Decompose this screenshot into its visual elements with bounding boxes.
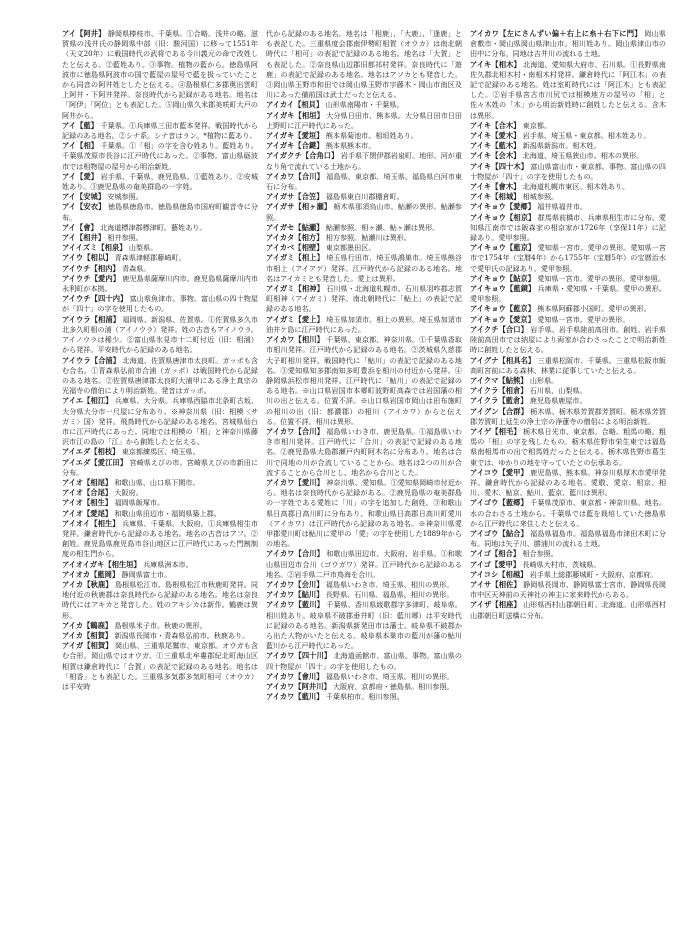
dictionary-entry xyxy=(266,223,462,233)
entry-headword: アイカワ【合川】 xyxy=(266,549,324,559)
dictionary-entry xyxy=(470,60,666,121)
entry-body: 千葉県、香川県綾歌郡宇多津町、岐阜県。相川姓あり。岐阜県不破郡垂井町（旧：藍川郷）は平安時代に記録のある地名。新潟県新発田市は藩士、岐阜県不破郡から出た人物がいたと伝える。岐阜県本巣市の藍川が藩の鮎川藍川から江戸時代にあった。 xyxy=(266,600,462,651)
entry-body: 相井参照。 xyxy=(105,233,143,243)
entry-body: 徳島県徳島市。徳島県徳島市国府町観音寺に分布。 xyxy=(62,202,258,222)
dictionary-entry xyxy=(470,213,666,244)
entry-headword: アイウチ【四十内】 xyxy=(62,294,128,304)
entry-headword: アイ【阿井】 xyxy=(62,29,106,38)
entry-body: 長崎県大村市、茨城県。 xyxy=(520,559,601,569)
dictionary-entry xyxy=(470,396,666,406)
entry-headword: アイカワ【藍川】 xyxy=(266,600,324,610)
dictionary-entry xyxy=(470,498,666,529)
dictionary-entry xyxy=(62,264,258,274)
entry-body: 山梨県。 xyxy=(126,243,158,253)
entry-body: 代から記録のある地名。地名は「相鹿」、「大鹿」、「逢鹿」とも表記した。三重県度会郡南伊勢町相賀（オウカ）は南北朝時代に「相可」の表記で記録のある地名。地名は「大賀」とも表記した。②奈良県山辺郡旧都祁村発祥。奈良時代に「遊鹿」の表記で記録のある地名。地名はアソカとも発音した。③岡山県玉野市和田では岡山県玉野市宇藤木・岡山市南区及川にあった備前国は武士だったと伝える。 xyxy=(266,29,462,100)
entry-headword: アイオ【相尾】 xyxy=(62,477,113,487)
dictionary-entry xyxy=(266,243,462,253)
entry-headword: アイカイ【相貝】 xyxy=(266,100,324,110)
dictionary-entry xyxy=(266,682,462,692)
entry-headword: アイクラ【藍倉】 xyxy=(470,396,528,406)
entry-body: 埼玉県行田市、埼玉県鴻巣市。埼玉県熊谷市相上（アイアゲ）発祥。江戸時代から記録のある地名。地名はアイカミとも発音した。愛上は異形。 xyxy=(266,253,462,283)
entry-headword: アイキ【相木】 xyxy=(470,59,521,69)
dictionary-entry xyxy=(62,274,258,294)
dictionary-entry xyxy=(470,304,666,314)
entry-headword: アイガキ【愛垣】 xyxy=(266,131,324,141)
entry-headword: アイサ【相佐】 xyxy=(470,579,521,589)
entry-headword: アイオカ【藍岡】 xyxy=(62,569,120,579)
entry-body: 青森県。 xyxy=(119,263,151,273)
dictionary-entry xyxy=(266,100,462,110)
dictionary-entry xyxy=(266,131,462,141)
entry-headword: アイ【安衣】 xyxy=(62,202,106,212)
entry-body: 福島県いわき市、埼玉県、相川の異形。 xyxy=(323,579,454,589)
dictionary-entry xyxy=(62,641,258,692)
entry-body: 千葉県。①兵庫県三田市藍本発祥。戦国時代から記録のある地名。②シナ系。シナ音はラン。*植物に藍あり。 xyxy=(62,120,258,141)
entry-body: 山形県西村山郡朝日町、北海道。山形県西村山郡朝日町送橋に分布。 xyxy=(470,600,666,620)
entry-body: 福島県いわき市、埼玉県。相川の異形。 xyxy=(323,671,454,681)
entry-body: 神奈川県、愛知県。①愛知県岡崎市付近から。地名は奈良時代から記録がある。②鹿児島県の奄美群島の一字姓である愛姓に「川」の字を追加した創姓。③和歌山県日高郡日高川町に分布あり。和歌山県日高郡日高川町愛川（アイカワ）は江戸時代から記録のある地名。※神奈川県愛甲郡愛川町は鮎川に愛甲の「愛」の字を使用した1889年からの地名。 xyxy=(266,477,462,549)
entry-body: 東京都。 xyxy=(520,120,552,130)
dictionary-entry xyxy=(62,202,258,222)
entry-headword: アイキ【合木】 xyxy=(470,120,521,130)
entry-headword: アイ【相井】 xyxy=(62,233,106,243)
entry-body: 大分県日田市、熊本県。大分県日田市日田上野町に江戸時代にあった。 xyxy=(266,110,462,130)
entry-headword: アイエ【相江】 xyxy=(62,396,113,406)
entry-headword: アイガミ【愛上】 xyxy=(266,314,324,324)
entry-body: 富山県魚津市。事物。富山県の四十物屋が「四十」の字を使用したもの。 xyxy=(62,294,258,314)
entry-body: 北海道札幌市東区。相木姓あり。 xyxy=(520,182,630,192)
dictionary-entry xyxy=(266,202,462,222)
entry-body: 新潟県新潟市。相木姓。 xyxy=(520,141,601,151)
entry-headword: アイキョウ【藍京】 xyxy=(470,304,536,314)
dictionary-entry xyxy=(266,590,462,600)
entry-body: 静岡県長岡市、静岡県富士宮市、静岡県長岡市中区天神前の天神社の神主に家来時代からある。 xyxy=(470,579,666,600)
dictionary-entry xyxy=(266,315,462,335)
entry-headword: アイカワ【左にさんずい偏＋右上に糸＋右下に門】 xyxy=(470,29,642,38)
dictionary-entry xyxy=(62,458,258,478)
entry-headword: アイオイ【相生】 xyxy=(62,518,120,528)
entry-body: 島根県米子市。秋鹿の異形。 xyxy=(112,620,207,630)
entry-headword: アイオ【相生】 xyxy=(62,498,113,508)
entry-headword: アイゲ【相毛】 xyxy=(470,426,521,436)
entry-headword: アイゴ【相合】 xyxy=(470,549,521,559)
entry-body: 静岡県富士市。 xyxy=(119,569,172,579)
entry-headword: アイガ【相賀】 xyxy=(62,641,113,651)
entry-headword: アイ【愛】 xyxy=(62,171,99,181)
entry-body: 兵庫県洲本市。 xyxy=(140,559,193,569)
entry-body: 福島県東白川郡棚倉町。 xyxy=(323,192,404,202)
entry-headword: アイウチ【愛内】 xyxy=(62,273,121,283)
text-column-2 xyxy=(266,29,462,939)
dictionary-entry xyxy=(62,570,258,580)
dictionary-entry xyxy=(470,570,666,580)
entry-body: 千葉県。①「相」の字を含む姓あり。藍姓あり。千葉県茂原市長谷に江戸時代にあった。②事物。富山県砺波市では相物屋の屋号から明治新姓。 xyxy=(62,141,258,171)
entry-headword: アイガミ【相上】 xyxy=(266,253,324,263)
dictionary-entry xyxy=(266,172,462,192)
entry-headword: アイザ【相座】 xyxy=(470,600,521,610)
entry-body: 和歌山県田辺市・福岡県築上郡。 xyxy=(112,508,221,518)
dictionary-entry xyxy=(62,631,258,641)
entry-body: 岩手県、岩手県陸前高田市。創姓。岩手県陸前高田市では納屋により両家が合わさったことで明治新姓時に創姓したと伝える。 xyxy=(470,324,666,355)
entry-headword: アイウラ【合浦】 xyxy=(62,355,121,365)
entry-body: 鹿児島県、熊本県。神奈川県厚木市愛甲発祥。鎌倉時代から記録のある地名。愛敬、愛京、相京、相川、愛木、鮎京、鮎川、藍京、藍川は異形。 xyxy=(470,467,666,498)
entry-headword: アイカベ【相壁】 xyxy=(266,243,324,253)
entry-body: 和歌山県、山口県下関市。 xyxy=(112,477,200,487)
entry-headword: アイガサ【合笠】 xyxy=(266,192,324,202)
entry-headword: アイカワ【四十川】 xyxy=(266,651,332,661)
entry-headword: アイカ【秋鹿】 xyxy=(62,579,113,589)
entry-headword: アイオイガキ【相生垣】 xyxy=(62,559,141,569)
entry-body: 兵庫県、千葉県、大阪府。①兵庫県相生市発祥。鎌倉時代から記録のある地名。地名の古音はアフ。②創姓。鹿児島県鹿児島市谷山地区に江戸時代にあった門割制度の相生門から。 xyxy=(62,518,258,559)
dictionary-entry xyxy=(470,468,666,499)
entry-headword: アイ【會】 xyxy=(62,222,98,232)
dictionary-entry xyxy=(266,549,462,580)
text-column-3 xyxy=(470,29,666,939)
entry-body: 福岡県飯塚市。 xyxy=(112,498,165,508)
entry-body: 千葉県柏市。相川参照。 xyxy=(323,692,404,702)
dictionary-entry xyxy=(470,29,666,60)
entry-headword: アイガミ【相神】 xyxy=(266,284,324,294)
entry-body: 相城参照。 xyxy=(520,192,559,202)
entry-body: 千葉県茂原市、東京都・神奈川県。地名。水の合わさる土地から。千葉県では藍を栽培していた徳島県から江戸時代に来住したと伝える。 xyxy=(470,498,666,528)
entry-body: 岩手県、埼玉県・東京都。相木姓あり。 xyxy=(520,131,651,141)
entry-headword: アイカワ【会川】 xyxy=(266,579,324,589)
entry-headword: アイウ【相以】 xyxy=(62,253,113,263)
entry-headword: アイキ【相城】 xyxy=(470,192,521,202)
entry-body: 群馬県前橋市、兵庫県相生市に分布。愛知県江南市では飯森家の相京家が1726年（享保11年）に記録あり。愛甲参照。 xyxy=(470,212,666,243)
entry-headword: アイガクチ【合角口】 xyxy=(266,151,339,161)
dictionary-entry xyxy=(266,111,462,131)
dictionary-entry xyxy=(62,478,258,488)
entry-headword: アイカ【鶴鹿】 xyxy=(62,620,113,630)
entry-body: 山形県南陽市・千葉県。 xyxy=(323,100,404,110)
entry-body: 熊本県菊池市。相垣姓あり。 xyxy=(323,131,418,141)
dictionary-entry xyxy=(62,560,258,570)
entry-headword: アイガサ【相ヶ瀬】 xyxy=(266,202,332,212)
entry-headword: アイカワ【鮎川】 xyxy=(266,590,324,600)
entry-headword: アイゴウ【鮎合】 xyxy=(470,528,528,538)
entry-headword: アイゴウ【藍郷】 xyxy=(470,498,528,508)
entry-headword: アイキョウ【鮎京】 xyxy=(470,273,536,283)
entry-body: 和歌山県田辺市、大阪府、岩手県。①和歌山県田辺市合川（ゴウガワ）発祥。江戸時代から記録のある地名。②岩手県二戸市鳥海を合川。 xyxy=(266,549,462,579)
entry-body: 富山県富山市・東京都。事物。富山県の四十物屋が「四十」の字を使用したもの。 xyxy=(470,161,666,181)
entry-headword: アイゴ【愛甲】 xyxy=(470,559,521,569)
entry-headword: アイオ【合尾】 xyxy=(62,488,113,498)
entry-body: 三重県松阪市、千葉県。三重県松阪市飯高町宮前にある森林、林業に従事していたと伝える。 xyxy=(470,355,666,375)
entry-headword: アイカワ【愛川】 xyxy=(266,477,324,487)
entry-body: 愛知県一宮市。愛甲の異形。愛知県一宮市で1754年（宝暦4年）から1755年（宝暦5年）の宝暦治水で愛甲氏の記録あり。愛甲参照。 xyxy=(470,243,666,273)
entry-headword: アイガキ【相垣】 xyxy=(266,110,324,120)
entry-headword: アイカタ【相方】 xyxy=(266,233,324,243)
entry-headword: アイキ【會木】 xyxy=(470,182,521,192)
entry-headword: アイコシ【相越】 xyxy=(470,569,528,579)
entry-headword: アイグナ【相具名】 xyxy=(470,355,536,365)
entry-body: 宮崎県えびの市。宮崎県えびの市新田に分布。 xyxy=(62,457,258,477)
dictionary-entry xyxy=(470,580,666,600)
entry-body: 新潟県長岡市・青森県弘前市。秋鹿あり。 xyxy=(112,630,250,640)
dictionary-entry xyxy=(470,356,666,376)
entry-body: 福井県福井市。 xyxy=(535,202,587,212)
entry-body: 愛知県一宮市。愛甲の異形。愛甲参照。 xyxy=(535,273,665,283)
entry-body: 鹿児島県薩摩川内市。鹿児島県薩摩川内市永利町が本拠。 xyxy=(62,273,258,294)
dictionary-entry xyxy=(266,335,462,427)
dictionary-entry xyxy=(62,141,258,172)
dictionary-entry xyxy=(266,427,462,478)
entry-headword: アイカワ【合川】 xyxy=(266,171,324,181)
entry-body: 北海道、愛知県大府市、石川県。①長野県南佐久郡北相木村・南相木村発祥。鎌倉時代に「阿江木」の表記で記録のある地名。姓は室町時代には「阿江木」とも表記した。②岩手県宮古市川尻では相模地方の屋号の「相」と佐々木姓の「木」から明治新姓時に創姓したと伝える。含木は異形。 xyxy=(470,59,666,120)
dictionary-entry xyxy=(62,233,258,243)
dictionary-entry xyxy=(266,692,462,702)
dictionary-entry xyxy=(266,600,462,651)
entry-headword: アイ【安城】 xyxy=(62,192,106,202)
dictionary-entry xyxy=(470,121,666,131)
entry-headword: アイクマ【鮎熊】 xyxy=(470,375,528,385)
dictionary-entry xyxy=(62,29,258,121)
entry-body: 石川県、山梨県。 xyxy=(527,386,587,396)
dictionary-entry xyxy=(470,202,666,212)
entry-headword: アイオ【愛尾】 xyxy=(62,508,113,518)
entry-headword: アイカワ【相川】 xyxy=(266,335,324,345)
dictionary-entry xyxy=(470,325,666,356)
dictionary-entry xyxy=(470,376,666,386)
entry-body: 北海道函館市、富山県。事物。富山県の四十物屋が「四十」の字を使用したもの。 xyxy=(266,651,462,671)
entry-body: 北海道、埼玉県狭山市。相木の異形。 xyxy=(520,151,644,161)
entry-headword: アイキ【藍木】 xyxy=(470,141,521,151)
entry-headword: アイガセ【鮎瀬】 xyxy=(266,222,324,232)
entry-body: 岡山県倉敷市・岡山県岡山県津山市。相川姓あり。岡山県津山市の田中に分布。同地は吉井川の流れる土地。 xyxy=(470,29,666,59)
dictionary-entry xyxy=(470,131,666,141)
dictionary-entry xyxy=(470,529,666,549)
dictionary-entry xyxy=(470,243,666,274)
dictionary-entry xyxy=(62,172,258,192)
dictionary-entry xyxy=(470,151,666,161)
dictionary-entry xyxy=(470,549,666,559)
dictionary-entry xyxy=(62,509,258,519)
entry-headword: アイキ【愛木】 xyxy=(470,131,521,141)
entry-headword: アイカワ【會川】 xyxy=(266,671,324,681)
entry-headword: アイカワ【合川】 xyxy=(266,426,324,436)
entry-headword: アイウチ【相内】 xyxy=(62,263,120,273)
dictionary-entry xyxy=(266,284,462,315)
entry-body: 栃木県日光市、東京都。合略。粗馬の略。粗馬の「相」の字を残したもの。栃木県佐野市栄生東では福島県南相馬市の出で相馬姓だったと伝える。栃木県佐野市葛生東では、ゆかりの地を守っていたとの伝承ある。 xyxy=(470,426,666,467)
entry-headword: アイキョウ【愛郷】 xyxy=(470,202,536,212)
entry-body: 相合参照。 xyxy=(520,549,558,559)
dictionary-entry xyxy=(470,600,666,620)
entry-headword: アイ【相】 xyxy=(62,141,99,151)
entry-headword: アイキョウ【相京】 xyxy=(470,212,536,222)
entry-headword: アイカワ【藍川】 xyxy=(266,692,324,702)
entry-headword: アイキ【四十木】 xyxy=(470,161,529,171)
entry-body: 岩手県下閉伊郡岩泉町。地形。河が重なり角で流れている土地から。 xyxy=(266,151,462,171)
entry-body: 福島県いわき市、鹿児島県。①福島県いわき市相川発祥。江戸時代に「合川」の表記で記録のある地名。②鹿児島県大島郡瀬戸内町阿木名に分布あり。地名は合川で同地の川が合流していることから。地名は2つの川が合流することから合川とし、地名から合川とした。 xyxy=(266,426,462,477)
entry-headword: アイイズミ【相泉】 xyxy=(62,243,127,253)
entry-body: 北海道標津郡標津町。藝姓あり。 xyxy=(97,222,207,232)
dictionary-entry xyxy=(470,560,666,570)
entry-body: 兵庫県・愛知県・千葉県。愛甲の異形。愛甲参照。 xyxy=(470,284,666,304)
entry-body: 安城参照。 xyxy=(105,192,143,202)
entry-body: 千葉県、東京都、神奈川県。①千葉県香取市相川発祥。江戸時代から記録のある地名。②茨城県久慈郡大子町相川発祥。戦国時代に「鮎川」の表記で記録のある地名。③愛知県知多郡南知多町豊浜を相川の付近から発祥。④静岡県浜松市相川発祥。江戸時代に「鮎川」の表記で記録のある地名。※山口県岩国市本郷町波野町高森では岩国藩の相川の出と伝える。位置不詳。※山口県岩国市岡山は田布施町の相川の出（旧：都濃郡）の相川（アイカワ）からと伝える。位置不詳。相川は異形。 xyxy=(266,335,462,426)
entry-body: 鮎瀬参照。相ヶ瀬、鮎ヶ瀬は異形。 xyxy=(323,222,440,232)
entry-body: 石川県・北海道札幌市。石川県羽咋郡志賀町相神（アイガミ）発祥。南北朝時代に「鮎上」の表記で記録のある地名。 xyxy=(266,284,462,314)
dictionary-entry xyxy=(62,396,258,447)
entry-body: 長野県、石川県、福島県。相川の異形。 xyxy=(323,590,454,600)
dictionary-entry xyxy=(62,580,258,621)
dictionary-entry xyxy=(470,386,666,396)
entry-headword: アイカワ【阿井川】 xyxy=(266,682,331,691)
entry-body: 東京都墨田区。 xyxy=(323,243,376,253)
entry-body: 兵庫県、大分県。兵庫県西脇市北条町古坂、大分県大分市一尺屋に分布あり。※神奈川県（旧：相模〈サガミ〉国）発祥。飛鳥時代から記録のある地名。宮城県仙台市に江戸時代にあった。同地では相模の「相」と神奈川県藤沢市江の島の「江」から創姓したと伝える。 xyxy=(62,396,258,447)
entry-body: 青森県津軽郡藤崎町。 xyxy=(112,253,186,263)
entry-body: 北海道、佐賀県唐津市太良町。ガッポも含む合名。①青森県弘前市合浦（ガッポ）は戦国時代から記録のある地名。②佐賀県唐津郡太良町大浦甲にある浄土真宗の光福寺の僧伯により明治新姓。発音はガッポ。 xyxy=(62,355,258,396)
dictionary-entry xyxy=(62,121,258,141)
entry-body: 岡山県、三重県尾鷲市、東京都。オウガも含む合形。岡山県ではオウガ。①三重県北牟婁郡紀北町海山区相賀は鎌倉時代に「合賀」の表記で記録のある地名。地名は「相香」とも表記した。三重県多気郡多気町相可（オウカ）は平安時 xyxy=(62,641,258,691)
entry-headword: アイキ【会木】 xyxy=(470,151,521,161)
dictionary-entry xyxy=(266,192,462,202)
text-column-1 xyxy=(62,29,258,939)
dictionary-entry xyxy=(62,192,258,202)
entry-body: 愛知県一宮市。愛甲の異形。 xyxy=(535,314,630,324)
entry-headword: アイクチ【合口】 xyxy=(470,324,528,334)
dictionary-entry xyxy=(62,519,258,560)
entry-headword: アイコウ【愛甲】 xyxy=(470,467,528,477)
entry-body: 栃木県那須烏山市。鮎瀬の異形。鮎瀬参照。 xyxy=(266,202,462,222)
dictionary-entry xyxy=(266,141,462,151)
entry-body: 福島県福島市。福島県福島市津田木町に分布。同地は矢子川、勝浦川の流れる土地。 xyxy=(470,528,666,549)
entry-body: 埼玉県加須市。相上の異形。埼玉県加須市油井ケ島に江戸時代にあった。 xyxy=(266,314,462,334)
dictionary-entry xyxy=(62,294,258,314)
entry-body: 相方参照。鮎瀬川は異形。 xyxy=(323,233,411,243)
entry-headword: アイキョウ【藍鏡】 xyxy=(470,284,536,294)
dictionary-entry xyxy=(470,274,666,284)
dictionary-entry xyxy=(470,182,666,192)
dictionary-entry xyxy=(62,243,258,253)
dictionary-entry xyxy=(62,253,258,263)
dictionary-entry xyxy=(266,478,462,549)
entry-body: 岩手県上総郡藤城町・大阪府、京都府。 xyxy=(527,569,658,579)
dictionary-entry xyxy=(470,407,666,427)
dictionary-entry xyxy=(62,447,258,457)
dictionary-entry xyxy=(266,672,462,682)
entry-headword: アイキョウ【愛京】 xyxy=(470,314,536,324)
dictionary-entry xyxy=(470,427,666,468)
entry-body: 大阪府、京都府・徳島県。相川参照。 xyxy=(330,682,454,691)
dictionary-entry xyxy=(266,651,462,671)
dictionary-entry xyxy=(470,162,666,182)
dictionary-entry xyxy=(470,284,666,304)
dictionary-entry xyxy=(62,356,258,397)
entry-body: 東京都練馬区、埼玉県。 xyxy=(119,447,200,457)
entry-body: 大阪府。 xyxy=(112,488,143,498)
entry-headword: アイエダ【相枝】 xyxy=(62,447,120,457)
entry-headword: アイキョウ【藍京】 xyxy=(470,243,536,253)
dictionary-entry xyxy=(62,223,258,233)
entry-body: 熊本県阿蘇郡小国町。愛甲の異形。 xyxy=(535,304,651,314)
entry-body: 福岡県、新潟県、佐賀県。①佐賀県多久市北多久町相の浦（アイノウラ）発祥。姓の古音もアイノウラ。アイノウラは稀少。②富山県氷見市十二町付近（旧：相浦）から発祥。平安時代から記録のある地名。 xyxy=(62,314,258,355)
entry-headword: アイカ【相賀】 xyxy=(62,630,113,640)
dictionary-entry xyxy=(266,151,462,171)
dictionary-entry xyxy=(62,498,258,508)
entry-body: 山形県。 xyxy=(527,375,559,385)
dictionary-entry xyxy=(266,580,462,590)
entry-body: 島根県松江市。島根県松江市秋鹿町発祥。同地付近の秋鹿郡は奈良時代から記録のある地名。地名は奈良時代にはアキカと発音した。姓のアキシカは新作。鶴鹿は異形。 xyxy=(62,579,258,620)
dictionary-entry xyxy=(62,621,258,631)
entry-headword: アイ【藍】 xyxy=(62,120,99,130)
dictionary-entry xyxy=(470,315,666,325)
entry-headword: アイウラ【相浦】 xyxy=(62,314,121,324)
entry-body: 静岡県榛枝市、千葉県。①合略。浅井の略。滋賀県の浅井氏の静岡県中部（旧：駿河国）に移って1551年（天文20年）に戦国時代の武将である今川義元の命で改姓したと伝える。②藍姓あり。③事物。植物の藍から。徳島県阿波市に徳島県阿波市の国で藍屋の屋号で藍を扱っていたことから同音の阿井姓としたと伝える。④島根県仁多郡奥出雲町上阿井・下阿井発祥。奈良時代から記録がある地名。地名は「阿伊」「阿位」とも表記した。⑤岡山県久米郡美咲町大戸の阿井から。 xyxy=(62,29,258,120)
dictionary-entry xyxy=(62,488,258,498)
entry-body: 鹿児島県鹿屋市。 xyxy=(527,396,587,406)
entry-headword: アイエダ【愛江田】 xyxy=(62,457,128,467)
dictionary-entry xyxy=(266,29,462,100)
dictionary-entry xyxy=(266,233,462,243)
entry-body: 熊本県熊本市。 xyxy=(323,141,376,151)
entry-body: 福島県、東京都、埼玉県。福島県白河市東石に分布。 xyxy=(266,171,462,192)
dictionary-entry xyxy=(266,253,462,284)
entry-body: 栃木県、栃木県芳賀郡芳賀町。栃木県芳賀郡芳賀町上延生の浄土宗の浄蓮寺の僧侶による明治新姓。 xyxy=(470,406,666,426)
entry-body: 岩手県、千葉県、鹿児島県。①藍姓あり。②安城姓あり。③鹿児島県の奄美群島の一字姓。 xyxy=(62,171,258,192)
entry-headword: アイクラ【相倉】 xyxy=(470,386,528,396)
dictionary-entry xyxy=(470,192,666,202)
entry-headword: アイグン【合群】 xyxy=(470,406,528,416)
dictionary-entry xyxy=(62,315,258,356)
dictionary-entry xyxy=(470,141,666,151)
entry-headword: アイガキ【合鍵】 xyxy=(266,141,324,151)
